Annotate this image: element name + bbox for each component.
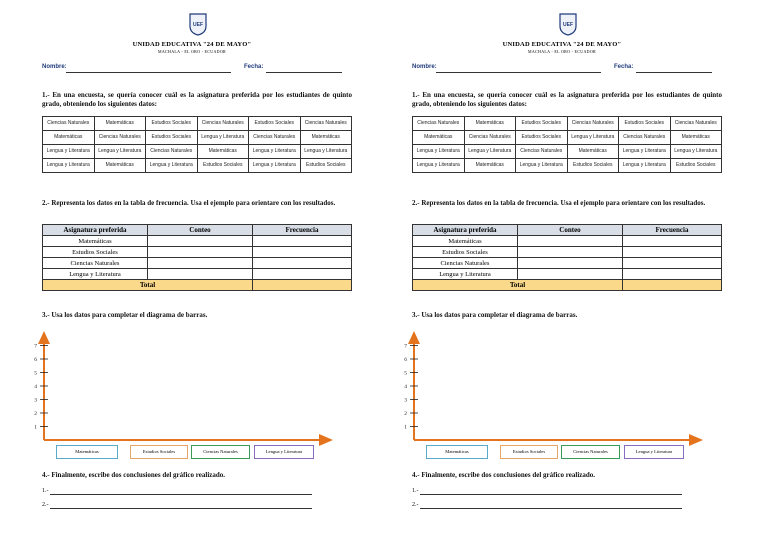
survey-row [43,145,352,159]
date-label: Fecha: [244,64,264,70]
freq-count-cell[interactable] [148,269,253,280]
date-blank-line[interactable] [266,72,342,73]
survey-cell: Estudios Sociales [670,159,722,173]
survey-cell: Ciencias Naturales [619,131,671,145]
conclusion-1-line[interactable] [420,494,682,495]
question-1-text: 1.- En una encuesta, se quería conocer cuál es la asignatura preferida por los estudiantes de quinto grado, obteniendo los siguientes datos: [412,91,722,108]
conclusion-1[interactable] [42,488,49,494]
freq-total-label: Total [413,280,623,291]
survey-cell: Lengua y Literatura [670,145,722,159]
survey-cell: Lengua y Literatura [516,159,568,173]
freq-row [413,269,722,280]
survey-cell: Lengua y Literatura [146,159,198,173]
freq-frequency-cell[interactable] [623,258,722,269]
frequency-table [412,224,722,291]
y-tick-label: 4 [34,384,37,390]
survey-cell: Ciencias Naturales [413,117,465,131]
freq-subject: Ciencias Naturales [43,258,148,269]
freq-subject: Matemáticas [413,236,518,247]
freq-header-frequency: Frecuencia [253,225,352,236]
conclusion-2-number: 2.- [42,502,49,508]
survey-cell: Lengua y Literatura [94,145,146,159]
freq-count-cell[interactable] [148,236,253,247]
date-label: Fecha: [614,64,634,70]
school-location: MACHALA - EL ORO - ECUADOR [528,49,596,54]
y-tick-label: 1 [404,424,407,431]
freq-subject: Estudios Sociales [413,247,518,258]
category-label: Matemáticas [56,445,118,459]
survey-cell: Ciencias Naturales [94,131,146,145]
y-tick-label: 1 [34,424,37,431]
survey-cell: Ciencias Naturales [197,117,249,131]
freq-subject: Matemáticas [43,236,148,247]
y-tick-label: 5 [404,370,407,377]
freq-subject: Lengua y Literatura [413,269,518,280]
freq-frequency-cell[interactable] [623,247,722,258]
survey-cell: Lengua y Literatura [464,145,516,159]
question-2-text: 2.- Representa los datos en la tabla de frecuencia. Usa el ejemplo para orientare con los resultados. [412,199,706,207]
freq-row [43,269,352,280]
y-tick-label: 2 [404,411,407,417]
conclusion-1[interactable] [412,488,419,494]
logo-text: UEF [193,22,203,28]
survey-cell: Matemáticas [670,131,722,145]
conclusion-2-number: 2.- [412,502,419,508]
freq-frequency-cell[interactable] [623,236,722,247]
school-name: UNIDAD EDUCATIVA "24 DE MAYO" [502,41,622,48]
survey-cell: Ciencias Naturales [464,131,516,145]
survey-cell: Lengua y Literatura [249,159,301,173]
survey-cell: Estudios Sociales [146,131,198,145]
conclusion-2-line[interactable] [50,508,312,509]
survey-cell: Lengua y Literatura [43,159,95,173]
survey-cell: Matemáticas [94,159,146,173]
freq-header-count: Conteo [518,225,623,236]
survey-cell: Matemáticas [197,145,249,159]
freq-row [43,247,352,258]
survey-cell: Lengua y Literatura [300,145,352,159]
freq-frequency-cell[interactable] [253,269,352,280]
survey-cell: Estudios Sociales [300,159,352,173]
survey-row [413,131,722,145]
survey-cell: Ciencias Naturales [516,145,568,159]
survey-cell: Lengua y Literatura [567,131,619,145]
y-tick-label: 3 [404,397,407,404]
school-logo-icon [188,12,208,36]
survey-data-table [412,116,722,173]
survey-row [43,159,352,173]
survey-row [413,159,722,173]
survey-cell: Matemáticas [43,131,95,145]
y-tick-label: 2 [34,411,37,417]
freq-count-cell[interactable] [518,247,623,258]
name-blank-line[interactable] [66,72,231,73]
survey-cell: Estudios Sociales [146,117,198,131]
category-label: Ciencias Naturales [561,445,620,459]
name-blank-line[interactable] [436,72,601,73]
survey-cell: Matemáticas [464,159,516,173]
frequency-table [42,224,352,291]
category-label: Lengua y Literatura [624,445,684,459]
y-tick-label: 3 [34,397,37,404]
category-label: Estudios Sociales [130,445,188,459]
conclusion-2[interactable] [412,502,419,508]
freq-header-subject: Asignatura preferida [413,225,518,236]
freq-header-subject: Asignatura preferida [43,225,148,236]
survey-cell: Matemáticas [567,145,619,159]
survey-row [43,131,352,145]
y-tick-label: 6 [34,357,37,363]
school-logo-icon [558,12,578,36]
freq-row [413,258,722,269]
survey-cell: Matemáticas [300,131,352,145]
freq-frequency-cell[interactable] [623,269,722,280]
name-label: Nombre: [412,64,437,70]
bar-chart-blank [402,328,712,463]
freq-frequency-cell[interactable] [253,258,352,269]
survey-cell: Ciencias Naturales [300,117,352,131]
freq-count-cell[interactable] [148,247,253,258]
survey-cell: Lengua y Literatura [413,159,465,173]
freq-subject: Ciencias Naturales [413,258,518,269]
question-4-text: 4.- Finalmente, escribe dos conclusiones del gráfico realizado. [412,471,596,479]
school-location: MACHALA - EL ORO - ECUADOR [158,49,226,54]
question-2-text: 2.- Representa los datos en la tabla de frecuencia. Usa el ejemplo para orientare con los resultados. [42,199,336,207]
survey-cell: Lengua y Literatura [413,145,465,159]
freq-count-cell[interactable] [518,258,623,269]
conclusion-1-number: 1.- [412,488,419,494]
logo-text: UEF [563,22,573,28]
freq-header-count: Conteo [148,225,253,236]
survey-cell: Ciencias Naturales [43,117,95,131]
freq-header-frequency: Frecuencia [623,225,722,236]
freq-total-row [413,280,722,291]
y-tick-label: 4 [404,384,407,390]
survey-cell: Matemáticas [464,117,516,131]
freq-frequency-cell[interactable] [253,236,352,247]
bar-chart-blank [32,328,342,463]
freq-subject: Lengua y Literatura [43,269,148,280]
question-3-text: 3.- Usa los datos para completar el diagrama de barras. [42,311,208,319]
freq-total-cell[interactable] [623,280,722,291]
conclusion-1-number: 1.- [42,488,49,494]
survey-cell: Estudios Sociales [516,131,568,145]
survey-cell: Ciencias Naturales [146,145,198,159]
name-date-row [42,64,352,74]
name-date-row [412,64,722,74]
question-1-text: 1.- En una encuesta, se quería conocer cuál es la asignatura preferida por los estudiantes de quinto grado, obteniendo los siguientes datos: [42,91,352,108]
question-4-text: 4.- Finalmente, escribe dos conclusiones del gráfico realizado. [42,471,226,479]
category-label: Matemáticas [426,445,488,459]
survey-cell: Lengua y Literatura [249,145,301,159]
survey-cell: Lengua y Literatura [619,145,671,159]
freq-count-cell[interactable] [518,269,623,280]
freq-row [413,247,722,258]
survey-cell: Matemáticas [413,131,465,145]
survey-cell: Ciencias Naturales [249,131,301,145]
survey-row [413,117,722,131]
survey-cell: Lengua y Literatura [43,145,95,159]
freq-subject: Estudios Sociales [43,247,148,258]
name-label: Nombre: [42,64,67,70]
freq-row [43,236,352,247]
survey-data-table [42,116,352,173]
survey-cell: Matemáticas [94,117,146,131]
freq-count-cell[interactable] [148,258,253,269]
category-label: Ciencias Naturales [191,445,250,459]
question-3-text: 3.- Usa los datos para completar el diagrama de barras. [412,311,578,319]
freq-total-row [43,280,352,291]
worksheet-page-right [370,0,754,543]
survey-cell: Estudios Sociales [567,159,619,173]
conclusion-2-line[interactable] [420,508,682,509]
category-label: Lengua y Literatura [254,445,314,459]
date-blank-line[interactable] [636,72,712,73]
freq-count-cell[interactable] [518,236,623,247]
x-axis-arrow-icon [319,434,333,446]
survey-cell: Estudios Sociales [619,117,671,131]
survey-row [43,117,352,131]
freq-row [43,258,352,269]
survey-cell: Lengua y Literatura [197,131,249,145]
x-axis-arrow-icon [689,434,703,446]
freq-total-label: Total [43,280,253,291]
conclusion-2[interactable] [42,502,49,508]
survey-cell: Estudios Sociales [197,159,249,173]
freq-total-cell[interactable] [253,280,352,291]
category-label: Estudios Sociales [500,445,558,459]
chart-axes [402,328,712,463]
survey-cell: Ciencias Naturales [670,117,722,131]
survey-cell: Estudios Sociales [249,117,301,131]
chart-axes [32,328,342,463]
y-axis-arrow-icon [408,331,420,344]
survey-cell: Lengua y Literatura [619,159,671,173]
y-axis-arrow-icon [38,331,50,344]
survey-cell: Estudios Sociales [516,117,568,131]
conclusion-1-line[interactable] [50,494,312,495]
y-tick-label: 5 [34,370,37,377]
y-tick-label: 7 [404,343,407,350]
freq-row [413,236,722,247]
y-tick-label: 7 [34,343,37,350]
freq-frequency-cell[interactable] [253,247,352,258]
school-name: UNIDAD EDUCATIVA "24 DE MAYO" [132,41,252,48]
y-tick-label: 6 [404,357,407,363]
survey-row [413,145,722,159]
survey-cell: Ciencias Naturales [567,117,619,131]
